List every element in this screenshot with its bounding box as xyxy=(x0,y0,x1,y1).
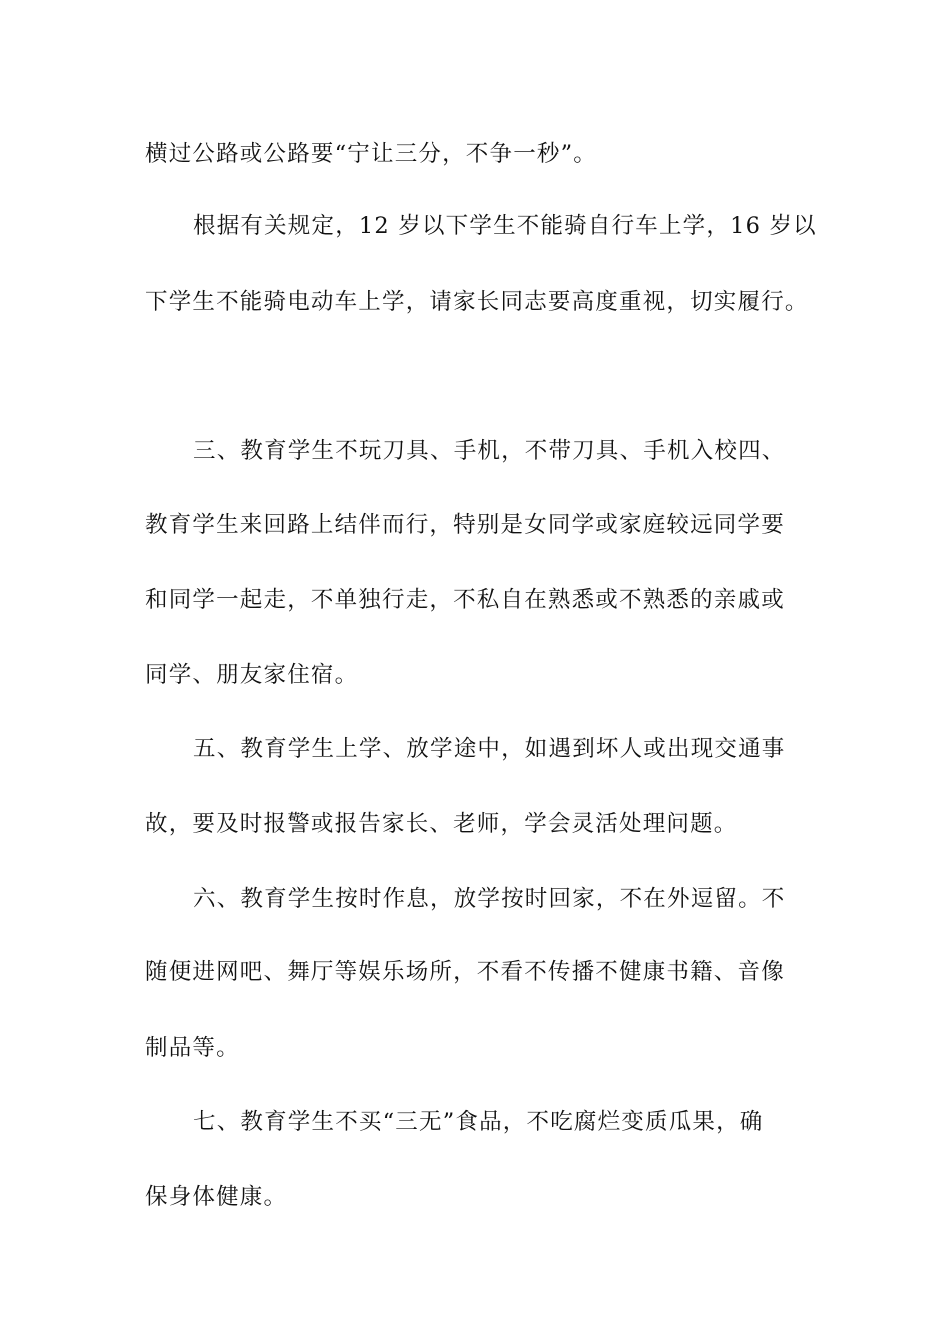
paragraph-line: 三、教育学生不玩刀具、手机，不带刀具、手机入校四、 xyxy=(193,438,786,464)
paragraph-line: 故，要及时报警或报告家长、老师，学会灵活处理问题。 xyxy=(145,811,738,837)
paragraph-line: 同学、朋友家住宿。 xyxy=(145,662,359,688)
paragraph-line: 五、教育学生上学、放学途中，如遇到坏人或出现交通事 xyxy=(193,736,786,762)
paragraph-line: 六、教育学生按时作息，放学按时回家，不在外逗留。不 xyxy=(193,886,786,912)
paragraph-line: 横过公路或公路要“宁让三分，不争一秒”。 xyxy=(145,141,598,167)
paragraph-line: 七、教育学生不买“三无”食品，不吃腐烂变质瓜果，确 xyxy=(193,1109,764,1135)
paragraph-line: 教育学生来回路上结伴而行，特别是女同学或家庭较远同学要 xyxy=(145,512,785,538)
paragraph-line: 随便进网吧、舞厅等娱乐场所，不看不传播不健康书籍、音像 xyxy=(145,959,785,985)
paragraph-line: 下学生不能骑电动车上学，请家长同志要高度重视，切实履行。 xyxy=(145,289,809,315)
paragraph-line: 和同学一起走，不单独行走，不私自在熟悉或不熟悉的亲戚或 xyxy=(145,587,785,613)
paragraph-line: 保身体健康。 xyxy=(145,1184,288,1210)
paragraph-line: 根据有关规定，12 岁以下学生不能骑自行车上学，16 岁以 xyxy=(193,213,817,239)
paragraph-line: 制品等。 xyxy=(145,1035,240,1061)
